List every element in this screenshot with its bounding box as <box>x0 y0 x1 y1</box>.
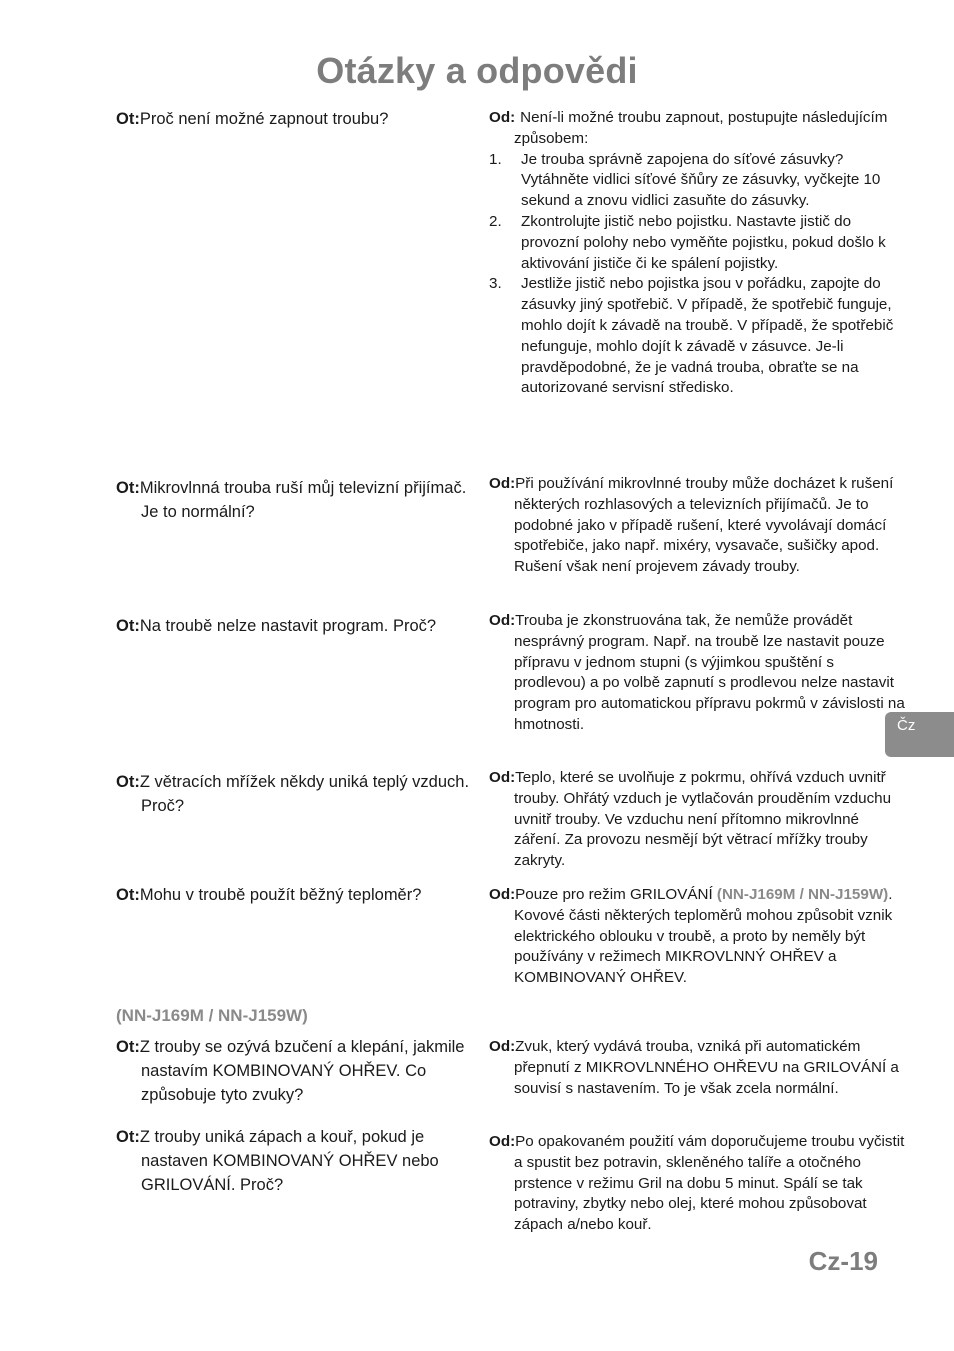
question-label: Ot: <box>116 479 140 497</box>
answer-2 <box>489 474 906 578</box>
question-text: Z trouby uniká zápach a kouř, pokud je nastaven KOMBINOVANÝ OHŘEV nebo GRILOVÁNÍ. Proč? <box>139 1128 439 1194</box>
step-number: 2. <box>489 212 502 230</box>
section-heading: (NN-J169M / NN-J159W) <box>116 1006 308 1025</box>
page-number: Cz-19 <box>808 1246 878 1276</box>
question-5 <box>116 883 486 907</box>
question-label: Ot: <box>116 1128 140 1146</box>
question-2 <box>116 476 486 524</box>
step-text: Jestliže jistič nebo pojistka jsou v pořádku, zapojte do zásuvky jiný spotřebič. V případě, že spotřebič funguje, mohlo dojít k závadě na troubě. V případě, že spotřebič nefunguje, mohlo dojít k závadě v zásuvce. Je-li pravděpodobné, že je vadná trouba, obraťte se na autorizované servisní středisko. <box>521 275 894 397</box>
model-reference: (NN-J169M / NN-J159W) <box>716 886 889 903</box>
answer-6 <box>489 1037 906 1099</box>
question-label: Ot: <box>116 110 140 128</box>
answer-steps <box>489 150 906 400</box>
answer-3 <box>489 611 906 736</box>
answer-5 <box>489 885 906 989</box>
answer-text-pre: Pouze pro režim GRILOVÁNÍ <box>515 886 717 903</box>
step-item <box>489 150 906 212</box>
answer-label: Od: <box>489 1038 516 1055</box>
answer-label: Od: <box>489 769 516 786</box>
question-text: Proč není možné zapnout troubu? <box>139 110 389 128</box>
question-text: Mikrovlnná trouba ruší můj televizní přijímač. Je to normální? <box>139 479 467 521</box>
question-label: Ot: <box>116 886 140 904</box>
answer-text: Po opakovaném použití vám doporučujeme troubu vyčistit a spustit bez potravin, skleněného talíře a otočného prstence v režimu Gril na dobu 5 minut. Spálí se tak potraviny, zbytky nebo olej, které mohou způsobovat zápach a/nebo kouř. <box>514 1133 905 1234</box>
language-tab: Čz <box>885 712 954 757</box>
step-number: 3. <box>489 275 502 293</box>
step-number: 1. <box>489 150 502 168</box>
answer-label: Od: <box>489 475 516 492</box>
page-title: Otázky a odpovědi <box>316 50 638 91</box>
answer-4 <box>489 768 906 872</box>
question-3 <box>116 614 486 638</box>
answer-1 <box>489 108 906 399</box>
step-text: Zkontrolujte jistič nebo pojistku. Nastavte jistič do provozní polohy nebo vyměňte pojistku, pokud došlo k aktivování jističe či ke spálení pojistky. <box>521 212 886 272</box>
answer-text: Trouba je zkonstruována tak, že nemůže provádět nesprávný program. Např. na troubě lze nastavit pouze přípravu v jednom stupni (s výjimkou spuštění s prodlevou) a po volbě zapnutí s prodlevou nelze nastavit program pro automatickou přípravu pokrmů v závislosti na hmotnosti. <box>514 612 905 733</box>
question-text: Mohu v troubě použít běžný teploměr? <box>139 886 422 904</box>
answer-text: Teplo, které se uvolňuje z pokrmu, ohřívá vzduch uvnitř trouby. Ohřátý vzduch je vytlačován prouděním vzduchu uvnitř trouby. Ve vzduchu není přítomno mikrovlnné záření. Za provozu nesmějí být větrací mřížky trouby zakryty. <box>514 769 892 870</box>
question-4 <box>116 770 486 818</box>
question-text: Z trouby se ozývá bzučení a klepání, jakmile nastavím KOMBINOVANÝ OHŘEV. Co způsobuje tyto zvuky? <box>139 1038 465 1104</box>
answer-text: Zvuk, který vydává trouba, vzniká při automatickém přepnutí z MIKROVLNNÉHO OHŘEVU na GRILOVÁNÍ a souvisí s nastavením. To je však zcela normální. <box>514 1038 899 1097</box>
answer-label: Od: <box>489 612 516 629</box>
question-text: Z větracích mřížek někdy uniká teplý vzduch. Proč? <box>139 773 470 815</box>
step-text: Je trouba správně zapojena do síťové zásuvky? Vytáhněte vidlici síťové šňůry ze zásuvky, vyčkejte 10 sekund a znovu vidlici zasuňte do zásuvky. <box>521 150 881 210</box>
question-label: Ot: <box>116 617 140 635</box>
step-item <box>489 212 906 274</box>
step-item <box>489 274 906 399</box>
question-7 <box>116 1125 486 1197</box>
question-6 <box>116 1035 486 1107</box>
question-label: Ot: <box>116 773 140 791</box>
question-1 <box>116 107 486 131</box>
answer-7 <box>489 1132 906 1236</box>
answer-label: Od: <box>489 1133 516 1150</box>
answer-text: Při používání mikrovlnné trouby může docházet k rušení některých rozhlasových a televizních přijímačů. Je to podobné jako v případě rušení, které vyvolávají domácí spotřebiče, jako např. mixéry, vysavače, sušičky apod. Rušení však není projevem závady trouby. <box>514 475 894 576</box>
answer-intro: Není-li možné troubu zapnout, postupujte následujícím způsobem: <box>514 109 888 147</box>
answer-label: Od: <box>489 109 516 126</box>
answer-text-post: . Kovové části některých teploměrů mohou způsobit vznik elektrického oblouku v troubě, a proto by neměly být používány v režimech MIKROVLNNÝ OHŘEV a KOMBINOVANÝ OHŘEV. <box>514 886 893 987</box>
answer-label: Od: <box>489 886 516 903</box>
question-label: Ot: <box>116 1038 140 1056</box>
question-text: Na troubě nelze nastavit program. Proč? <box>139 617 437 635</box>
